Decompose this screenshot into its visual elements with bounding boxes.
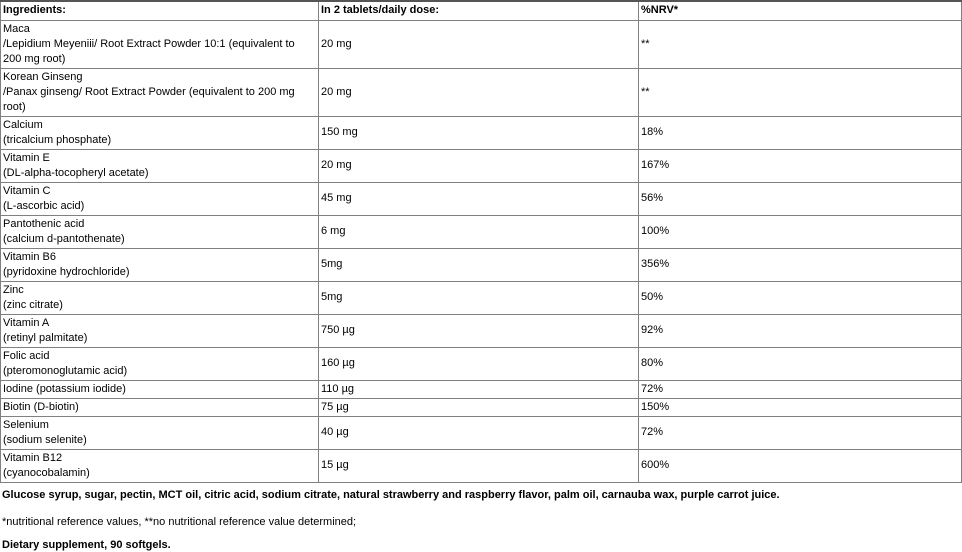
ingredient-row [1, 398, 962, 416]
column-header-nrv: %NRV* [639, 1, 962, 20]
ingredient-dose-cell: 20 mg [319, 149, 639, 182]
ingredient-detail: (zinc citrate) [3, 298, 63, 311]
ingredient-row [1, 182, 962, 215]
ingredient-dose-cell: 45 mg [319, 182, 639, 215]
column-header-dose: In 2 tablets/daily dose: [319, 1, 639, 20]
ingredient-name: Vitamin B6 [3, 250, 56, 263]
ingredient-nrv-cell: 150% [639, 398, 962, 416]
header-row [1, 1, 962, 20]
ingredient-dose-cell: 5mg [319, 281, 639, 314]
ingredient-detail: (calcium d-pantothenate) [3, 232, 125, 245]
ingredient-row [1, 248, 962, 281]
ingredient-name: Vitamin A [3, 316, 50, 329]
ingredient-name: Biotin (D-biotin) [3, 400, 79, 413]
ingredient-nrv-cell: 80% [639, 347, 962, 380]
ingredient-dose-cell: 750 µg [319, 314, 639, 347]
ingredient-name-cell [1, 68, 319, 116]
ingredient-nrv-cell: 600% [639, 449, 962, 482]
ingredient-nrv-cell: 356% [639, 248, 962, 281]
ingredient-row [1, 281, 962, 314]
ingredient-row [1, 347, 962, 380]
ingredient-name: Selenium [3, 418, 49, 431]
ingredient-name-cell [1, 380, 319, 398]
ingredient-name: Vitamin E [3, 151, 50, 164]
ingredient-dose-cell: 20 mg [319, 68, 639, 116]
ingredient-name-cell [1, 248, 319, 281]
ingredient-detail: (cyanocobalamin) [3, 466, 90, 479]
ingredient-row [1, 215, 962, 248]
ingredient-nrv-cell: 100% [639, 215, 962, 248]
ingredient-dose-cell: 20 mg [319, 20, 639, 68]
ingredient-name-cell [1, 281, 319, 314]
other-ingredients-text: Glucose syrup, sugar, pectin, MCT oil, citric acid, sodium citrate, natural strawberry and raspberry flavor, palm oil, carnauba wax, purple carrot juice. [2, 488, 780, 501]
ingredient-dose-cell: 75 µg [319, 398, 639, 416]
label-footnotes [0, 483, 961, 552]
ingredient-row [1, 116, 962, 149]
ingredient-name-cell [1, 20, 319, 68]
ingredient-name: Zinc [3, 283, 24, 296]
ingredient-detail: (DL-alpha-tocopheryl acetate) [3, 166, 149, 179]
ingredient-name: Vitamin B12 [3, 451, 63, 464]
ingredient-detail: (pteromonoglutamic acid) [3, 364, 128, 377]
ingredient-nrv-cell: 92% [639, 314, 962, 347]
ingredient-name: Korean Ginseng [3, 70, 83, 83]
ingredient-row [1, 149, 962, 182]
ingredient-name: Iodine (potassium iodide) [3, 382, 126, 395]
ingredient-nrv-cell: 72% [639, 380, 962, 398]
ingredient-name: Calcium [3, 118, 43, 131]
ingredient-name: Pantothenic acid [3, 217, 85, 230]
nrv-footnote-text: *nutritional reference values, **no nutritional reference value determined; [2, 515, 357, 528]
ingredient-nrv-cell: 50% [639, 281, 962, 314]
ingredient-nrv-cell: 18% [639, 116, 962, 149]
ingredient-detail: (tricalcium phosphate) [3, 133, 112, 146]
ingredient-detail: (retinyl palmitate) [3, 331, 88, 344]
ingredient-row [1, 20, 962, 68]
ingredient-nrv-cell: 167% [639, 149, 962, 182]
ingredient-nrv-cell: ** [639, 20, 962, 68]
ingredient-nrv-cell: 56% [639, 182, 962, 215]
ingredient-dose-cell: 5mg [319, 248, 639, 281]
ingredient-dose-cell: 150 mg [319, 116, 639, 149]
ingredient-name-cell [1, 347, 319, 380]
ingredient-row [1, 314, 962, 347]
ingredient-detail: /Panax ginseng/ Root Extract Powder (equivalent to 200 mg root) [3, 85, 295, 113]
ingredient-row [1, 449, 962, 482]
ingredient-nrv-cell: 72% [639, 416, 962, 449]
ingredient-nrv-cell: ** [639, 68, 962, 116]
ingredient-name-cell [1, 116, 319, 149]
ingredient-detail: (pyridoxine hydrochloride) [3, 265, 130, 278]
ingredient-detail: (sodium selenite) [3, 433, 87, 446]
ingredient-name: Folic acid [3, 349, 50, 362]
ingredient-dose-cell: 110 µg [319, 380, 639, 398]
ingredient-name-cell [1, 149, 319, 182]
ingredient-name: Maca [3, 22, 30, 35]
ingredient-row [1, 380, 962, 398]
ingredient-name-cell [1, 449, 319, 482]
ingredient-name-cell [1, 416, 319, 449]
ingredient-detail: /Lepidium Meyeniii/ Root Extract Powder 10:1 (equivalent to 200 mg root) [3, 37, 295, 65]
column-header-ingredients: Ingredients: [1, 1, 319, 20]
ingredient-dose-cell: 15 µg [319, 449, 639, 482]
ingredient-row [1, 68, 962, 116]
ingredient-name-cell [1, 182, 319, 215]
ingredient-detail: (L-ascorbic acid) [3, 199, 85, 212]
ingredient-name-cell [1, 398, 319, 416]
ingredient-dose-cell: 40 µg [319, 416, 639, 449]
ingredient-name-cell [1, 314, 319, 347]
supplement-description-text: Dietary supplement, 90 softgels. [2, 538, 171, 551]
ingredient-dose-cell: 160 µg [319, 347, 639, 380]
ingredient-dose-cell: 6 mg [319, 215, 639, 248]
ingredient-name: Vitamin C [3, 184, 51, 197]
ingredient-name-cell [1, 215, 319, 248]
ingredient-row [1, 416, 962, 449]
